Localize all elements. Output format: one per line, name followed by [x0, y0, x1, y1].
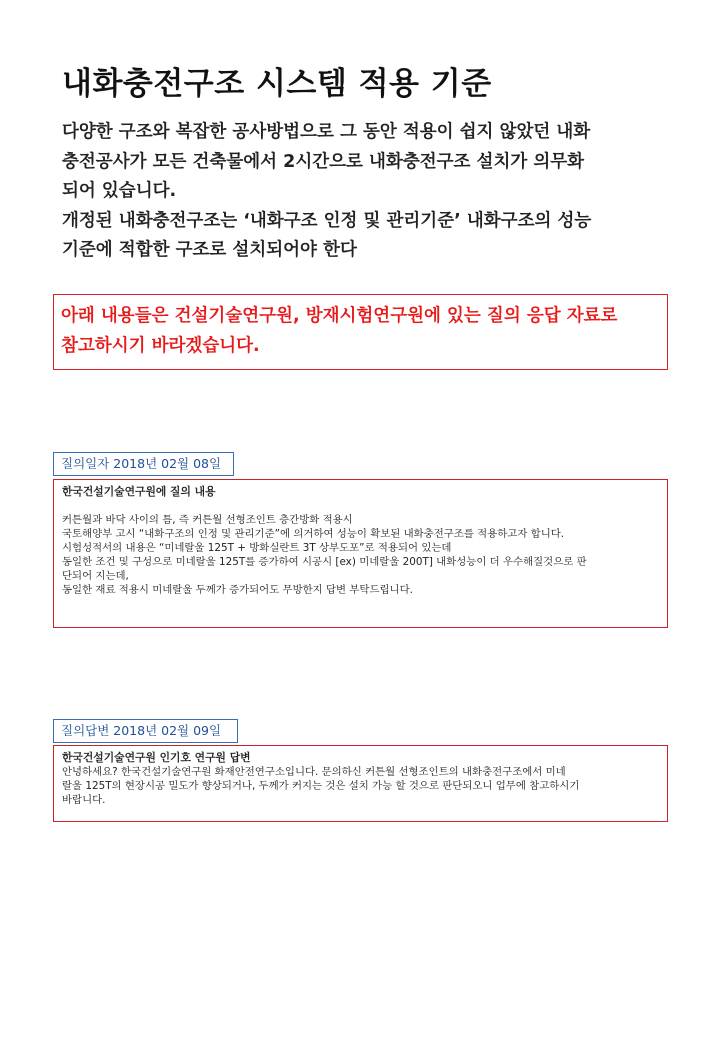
question-date-label: 질의일자 2018년 02월 08일	[53, 452, 234, 476]
question-line: 동일한 조건 및 구성으로 미네랄울 125T를 증가하여 시공시 [ex) 미네랄울 200T] 내화성능이 더 우수해질것으로 판	[62, 556, 587, 568]
page-title: 내화충전구조 시스템 적용 기준	[62, 66, 492, 102]
intro-line: 개정된 내화충전구조는 ‘내화구조 인정 및 관리기준’ 내화구조의 성능	[62, 210, 592, 231]
notice-line: 참고하시기 바라겠습니다.	[61, 336, 260, 356]
question-line: 단되어 지는데,	[62, 570, 129, 582]
question-line: 동일한 재료 적용시 미네랄울 두께가 증가되어도 무방한지 답변 부탁드립니다.	[62, 584, 413, 596]
answer-box	[53, 745, 668, 822]
answer-heading: 한국건설기술연구원 인기호 연구원 답변	[62, 751, 251, 764]
question-box	[53, 479, 668, 628]
intro-line: 기준에 적합한 구조로 설치되어야 한다	[62, 240, 357, 260]
intro-line: 충전공사가 모든 건축물에서 2시간으로 내화충전구조 설치가 의무화	[62, 151, 585, 172]
answer-line: 랄울 125T의 현장시공 밀도가 향상되거나, 두께가 커지는 것은 설치 가능 할 것으로 판단되오니 업무에 참고하시기	[62, 780, 580, 792]
intro-line: 다양한 구조와 복잡한 공사방법으로 그 동안 적용이 쉽지 않았던 내화	[62, 122, 591, 142]
question-line: 국토해양부 고시 “내화구조의 인정 및 관리기준”에 의거하여 성능이 확보된 내화충전구조를 적용하고자 합니다.	[62, 528, 565, 540]
question-line: 커튼월과 바닥 사이의 틈, 즉 커튼월 선형조인트 층간방화 적용시	[62, 514, 353, 526]
intro-paragraph	[62, 118, 672, 266]
question-heading: 한국건설기술연구원에 질의 내용	[62, 485, 216, 498]
intro-line: 되어 있습니다.	[62, 181, 177, 201]
question-line: 시험성적서의 내용은 “미네랄울 125T + 방화실란트 3T 상부도포”로 적용되어 있는데	[62, 542, 452, 554]
notice-box	[53, 294, 668, 370]
notice-line: 아래 내용들은 건설기술연구원, 방재시험연구원에 있는 질의 응답 자료로	[61, 306, 618, 326]
answer-date-label: 질의답변 2018년 02월 09일	[53, 719, 238, 743]
answer-line: 안녕하세요? 한국건설기술연구원 화재안전연구소입니다. 문의하신 커튼월 선형조인트의 내화충전구조에서 미네	[62, 766, 566, 778]
answer-line: 바랍니다.	[62, 794, 106, 806]
